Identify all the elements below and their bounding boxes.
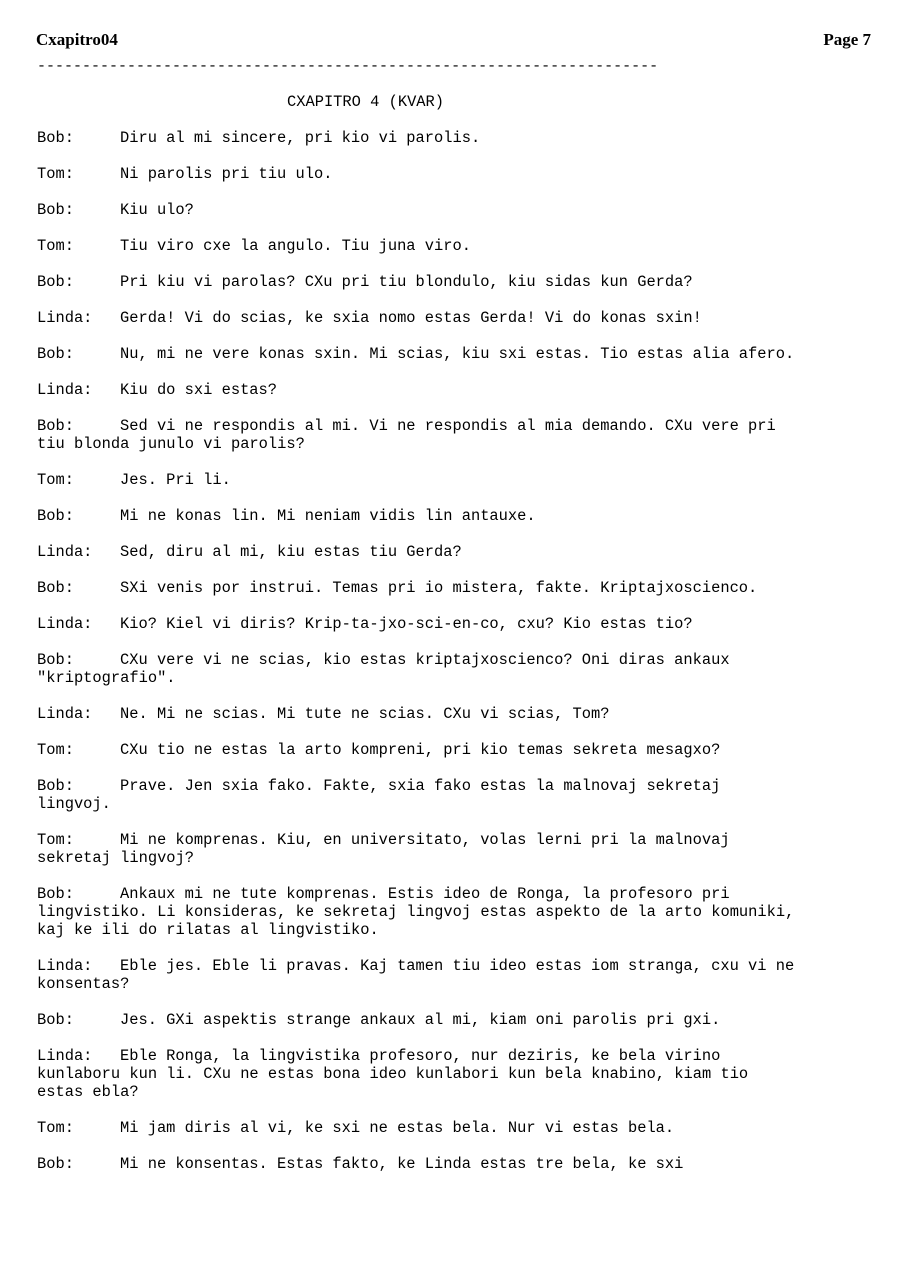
page-number: Page 7 bbox=[823, 30, 871, 49]
dialogue-line bbox=[37, 381, 797, 399]
dialogue-text: Nu, mi ne vere konas sxin. Mi scias, kiu sxi estas. Tio estas alia afero. bbox=[120, 345, 795, 363]
dialogue-line bbox=[37, 885, 797, 939]
speaker-name: Linda: bbox=[37, 957, 93, 975]
speaker-name: Bob: bbox=[37, 1155, 74, 1173]
dialogue-text: Ankaux mi ne tute komprenas. Estis ideo de Ronga, la profesoro pri lingvistiko. Li konsideras, ke sekretaj lingvoj estas aspekto de la arto komuniki, kaj ke ili do rilatas al lingvistiko. bbox=[37, 885, 795, 939]
dialogue-text: Mi ne komprenas. Kiu, en universitato, volas lerni pri la malnovaj sekretaj lingvoj? bbox=[37, 831, 730, 867]
speaker-name: Linda: bbox=[37, 1047, 93, 1065]
dialogue-text: Mi jam diris al vi, ke sxi ne estas bela. Nur vi estas bela. bbox=[120, 1119, 675, 1137]
dialogue-text: Diru al mi sincere, pri kio vi parolis. bbox=[120, 129, 481, 147]
dialogue-text: Gerda! Vi do scias, ke sxia nomo estas Gerda! Vi do konas sxin! bbox=[120, 309, 702, 327]
speaker-name: Bob: bbox=[37, 885, 74, 903]
speaker-name: Linda: bbox=[37, 381, 93, 399]
speaker-name: Bob: bbox=[37, 507, 74, 525]
dialogue-text: Eble jes. Eble li pravas. Kaj tamen tiu ideo estas iom stranga, cxu vi ne konsentas? bbox=[37, 957, 795, 993]
dialogue-line bbox=[37, 543, 797, 561]
speaker-name: Bob: bbox=[37, 273, 74, 291]
speaker-name: Bob: bbox=[37, 129, 74, 147]
dialogue-line bbox=[37, 957, 797, 993]
dialogue-line bbox=[37, 237, 797, 255]
dialogue-text: Mi ne konsentas. Estas fakto, ke Linda estas tre bela, ke sxi bbox=[120, 1155, 684, 1173]
dialogue-line bbox=[37, 129, 797, 147]
dialogue-text: Jes. GXi aspektis strange ankaux al mi, kiam oni parolis pri gxi. bbox=[120, 1011, 721, 1029]
chapter-heading: CXAPITRO 4 (KVAR) bbox=[287, 93, 445, 111]
dialogue-text: Mi ne konas lin. Mi neniam vidis lin antauxe. bbox=[120, 507, 536, 525]
dialogue-line bbox=[37, 705, 797, 723]
dialogue-text: CXu vere vi ne scias, kio estas kriptajxoscienco? Oni diras ankaux "kriptografio". bbox=[37, 651, 730, 687]
speaker-name: Bob: bbox=[37, 201, 74, 219]
dialogue-text: Ne. Mi ne scias. Mi tute ne scias. CXu vi scias, Tom? bbox=[120, 705, 610, 723]
dialogue-line bbox=[37, 831, 797, 867]
dialogue-text: Jes. Pri li. bbox=[120, 471, 231, 489]
speaker-name: Tom: bbox=[37, 237, 74, 255]
dialogue-list bbox=[37, 129, 797, 1173]
dialogue-line bbox=[37, 651, 797, 687]
speaker-name: Bob: bbox=[37, 417, 74, 435]
dialogue-text: Pri kiu vi parolas? CXu pri tiu blondulo, kiu sidas kun Gerda? bbox=[120, 273, 693, 291]
dialogue-line bbox=[37, 1155, 797, 1173]
speaker-name: Linda: bbox=[37, 705, 93, 723]
dialogue-text: Kiu ulo? bbox=[120, 201, 194, 219]
dialogue-line bbox=[37, 507, 797, 525]
dialogue-text: Sed, diru al mi, kiu estas tiu Gerda? bbox=[120, 543, 462, 561]
header-rule: --------------------------------------------------------------------- bbox=[37, 58, 659, 75]
speaker-name: Bob: bbox=[37, 579, 74, 597]
speaker-name: Bob: bbox=[37, 1011, 74, 1029]
dialogue-body bbox=[37, 93, 797, 1191]
dialogue-line bbox=[37, 579, 797, 597]
dialogue-text: Prave. Jen sxia fako. Fakte, sxia fako estas la malnovaj sekretaj lingvoj. bbox=[37, 777, 721, 813]
speaker-name: Bob: bbox=[37, 651, 74, 669]
dialogue-line bbox=[37, 1047, 797, 1101]
speaker-name: Bob: bbox=[37, 777, 74, 795]
dialogue-text: Ni parolis pri tiu ulo. bbox=[120, 165, 333, 183]
speaker-name: Linda: bbox=[37, 543, 93, 561]
speaker-name: Tom: bbox=[37, 471, 74, 489]
speaker-name: Tom: bbox=[37, 831, 74, 849]
dialogue-line bbox=[37, 273, 797, 291]
dialogue-line bbox=[37, 1011, 797, 1029]
dialogue-line bbox=[37, 309, 797, 327]
dialogue-line bbox=[37, 741, 797, 759]
speaker-name: Tom: bbox=[37, 741, 74, 759]
dialogue-text: Kio? Kiel vi diris? Krip-ta-jxo-sci-en-co, cxu? Kio estas tio? bbox=[120, 615, 693, 633]
dialogue-line bbox=[37, 165, 797, 183]
dialogue-text: SXi venis por instrui. Temas pri io mistera, fakte. Kriptajxoscienco. bbox=[120, 579, 758, 597]
speaker-name: Tom: bbox=[37, 1119, 74, 1137]
document-title: Cxapitro04 bbox=[36, 30, 118, 49]
speaker-name: Tom: bbox=[37, 165, 74, 183]
dialogue-line bbox=[37, 417, 797, 453]
dialogue-text: Tiu viro cxe la angulo. Tiu juna viro. bbox=[120, 237, 471, 255]
dialogue-line bbox=[37, 201, 797, 219]
dialogue-line bbox=[37, 345, 797, 363]
dialogue-text: CXu tio ne estas la arto kompreni, pri kio temas sekreta mesagxo? bbox=[120, 741, 721, 759]
dialogue-text: Sed vi ne respondis al mi. Vi ne respondis al mia demando. CXu vere pri tiu blonda junulo vi parolis? bbox=[37, 417, 776, 453]
dialogue-line bbox=[37, 1119, 797, 1137]
dialogue-line bbox=[37, 777, 797, 813]
speaker-name: Bob: bbox=[37, 345, 74, 363]
dialogue-text: Eble Ronga, la lingvistika profesoro, nur deziris, ke bela virino kunlaboru kun li. CXu ne estas bona ideo kunlabori kun bela knabino, kiam tio estas ebla? bbox=[37, 1047, 749, 1101]
speaker-name: Linda: bbox=[37, 309, 93, 327]
page-header bbox=[36, 30, 871, 54]
speaker-name: Linda: bbox=[37, 615, 93, 633]
dialogue-text: Kiu do sxi estas? bbox=[120, 381, 278, 399]
dialogue-line bbox=[37, 615, 797, 633]
dialogue-line bbox=[37, 471, 797, 489]
